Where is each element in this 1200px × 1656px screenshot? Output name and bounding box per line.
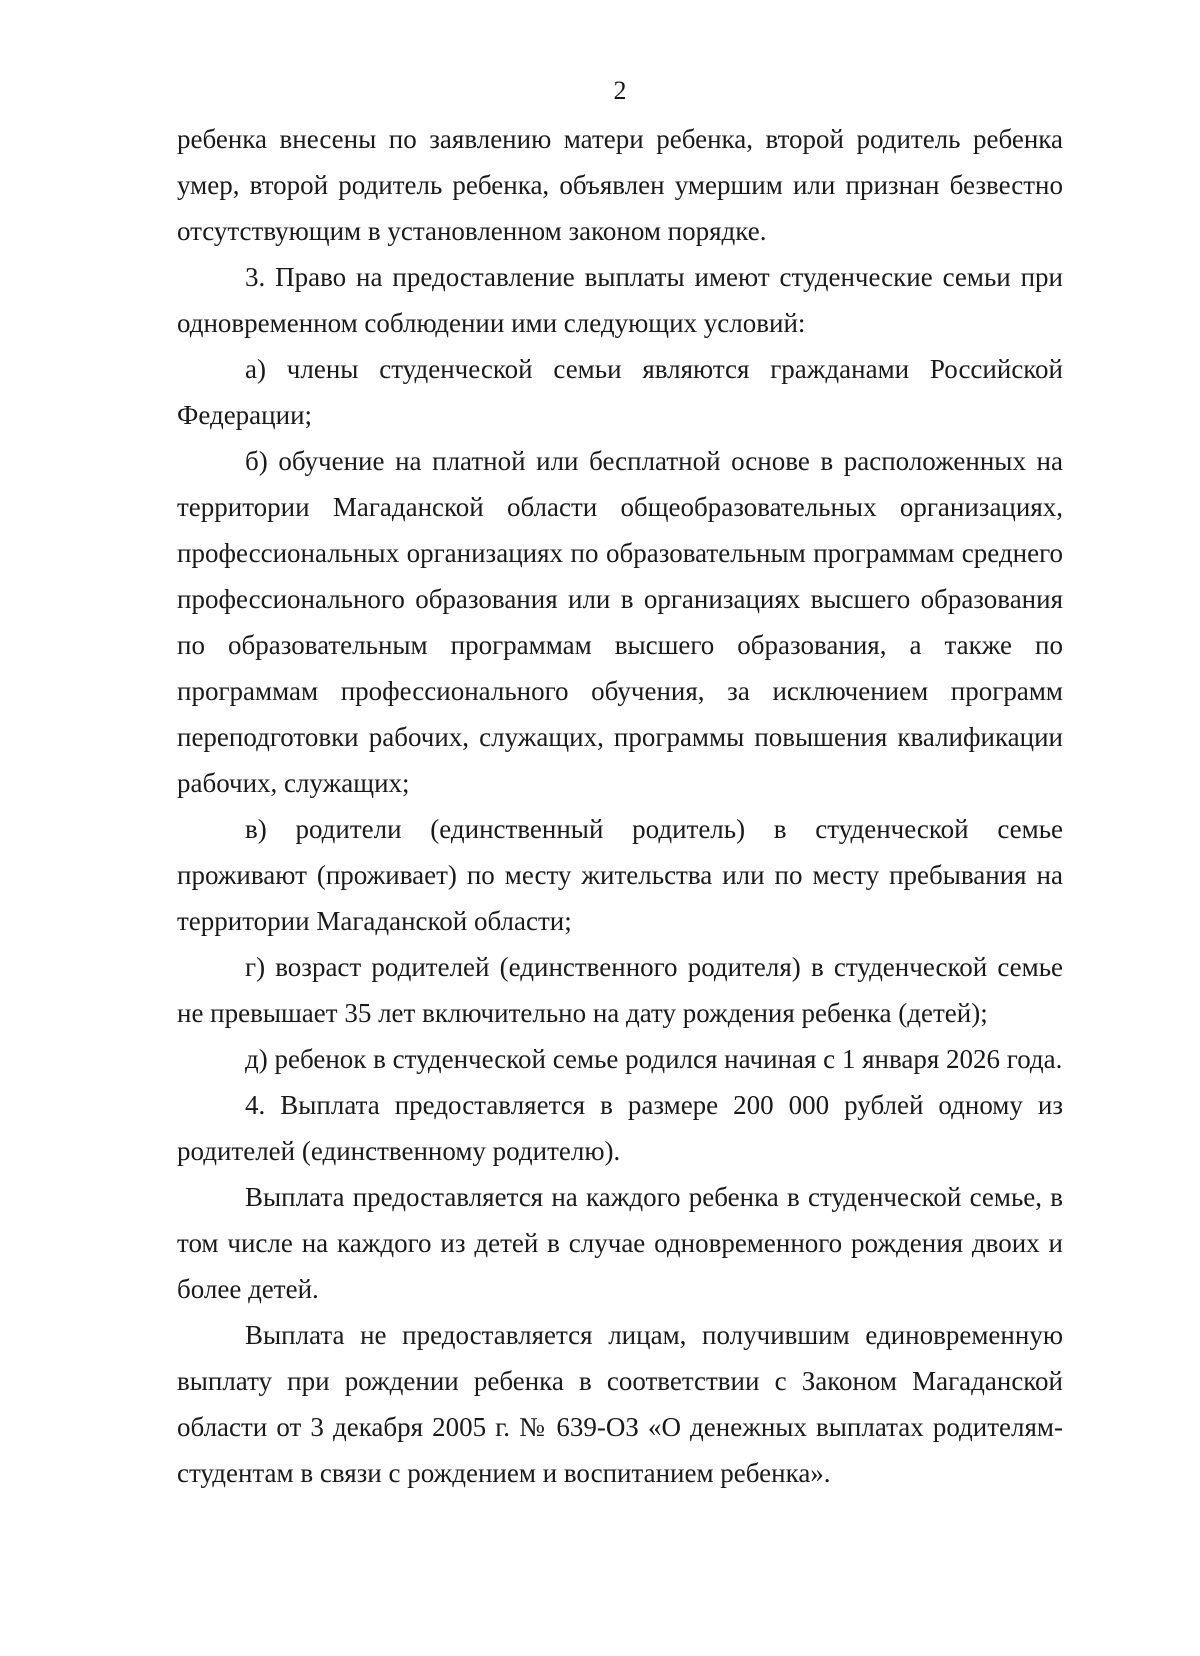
paragraph-clause-4: 4. Выплата предоставляется в размере 200 000 рублей одному из родителей (единственному родителю).	[177, 1090, 1063, 1166]
paragraph-item-v: в) родители (единственный родитель) в студенческой семье проживают (проживает) по месту жительства или по месту пребывания на территории Магаданской области;	[177, 814, 1063, 936]
page-number: 2	[613, 76, 627, 105]
paragraph-item-b: б) обучение на платной или бесплатной основе в расположенных на территории Магаданской области общеобразовательных организациях, профессиональных организациях по образовательным программам среднего профессионального образования или в организациях высшего образования по образовательным программам высшего образования, а также по программам профессионального обучения, за исключением программ переподготовки рабочих, служащих, программы повышения квалификации рабочих, служащих;	[177, 446, 1063, 798]
paragraph-payment-exclusion: Выплата не предоставляется лицам, получившим единовременную выплату при рождении ребенка в соответствии с Законом Магаданской области от 3 декабря 2005 г. № 639-ОЗ «О денежных выплатах родителям-студентам в связи с рождением и воспитанием ребенка».	[177, 1320, 1063, 1488]
document-body	[177, 116, 1063, 1496]
paragraph-clause-3: 3. Право на предоставление выплаты имеют студенческие семьи при одновременном соблюдении ими следующих условий:	[177, 262, 1063, 338]
paragraph-item-a: а) члены студенческой семьи являются гражданами Российской Федерации;	[177, 354, 1063, 430]
paragraph-item-g: г) возраст родителей (единственного родителя) в студенческой семье не превышает 35 лет включительно на дату рождения ребенка (детей);	[177, 952, 1063, 1028]
paragraph-payment-each-child: Выплата предоставляется на каждого ребенка в студенческой семье, в том числе на каждого из детей в случае одновременного рождения двоих и более детей.	[177, 1182, 1063, 1304]
paragraph-continuation: ребенка внесены по заявлению матери ребенка, второй родитель ребенка умер, второй родитель ребенка, объявлен умершим или признан безвестно отсутствующим в установленном законом порядке.	[177, 124, 1063, 246]
paragraph-item-d: д) ребенок в студенческой семье родился начиная с 1 января 2026 года.	[245, 1044, 1063, 1074]
